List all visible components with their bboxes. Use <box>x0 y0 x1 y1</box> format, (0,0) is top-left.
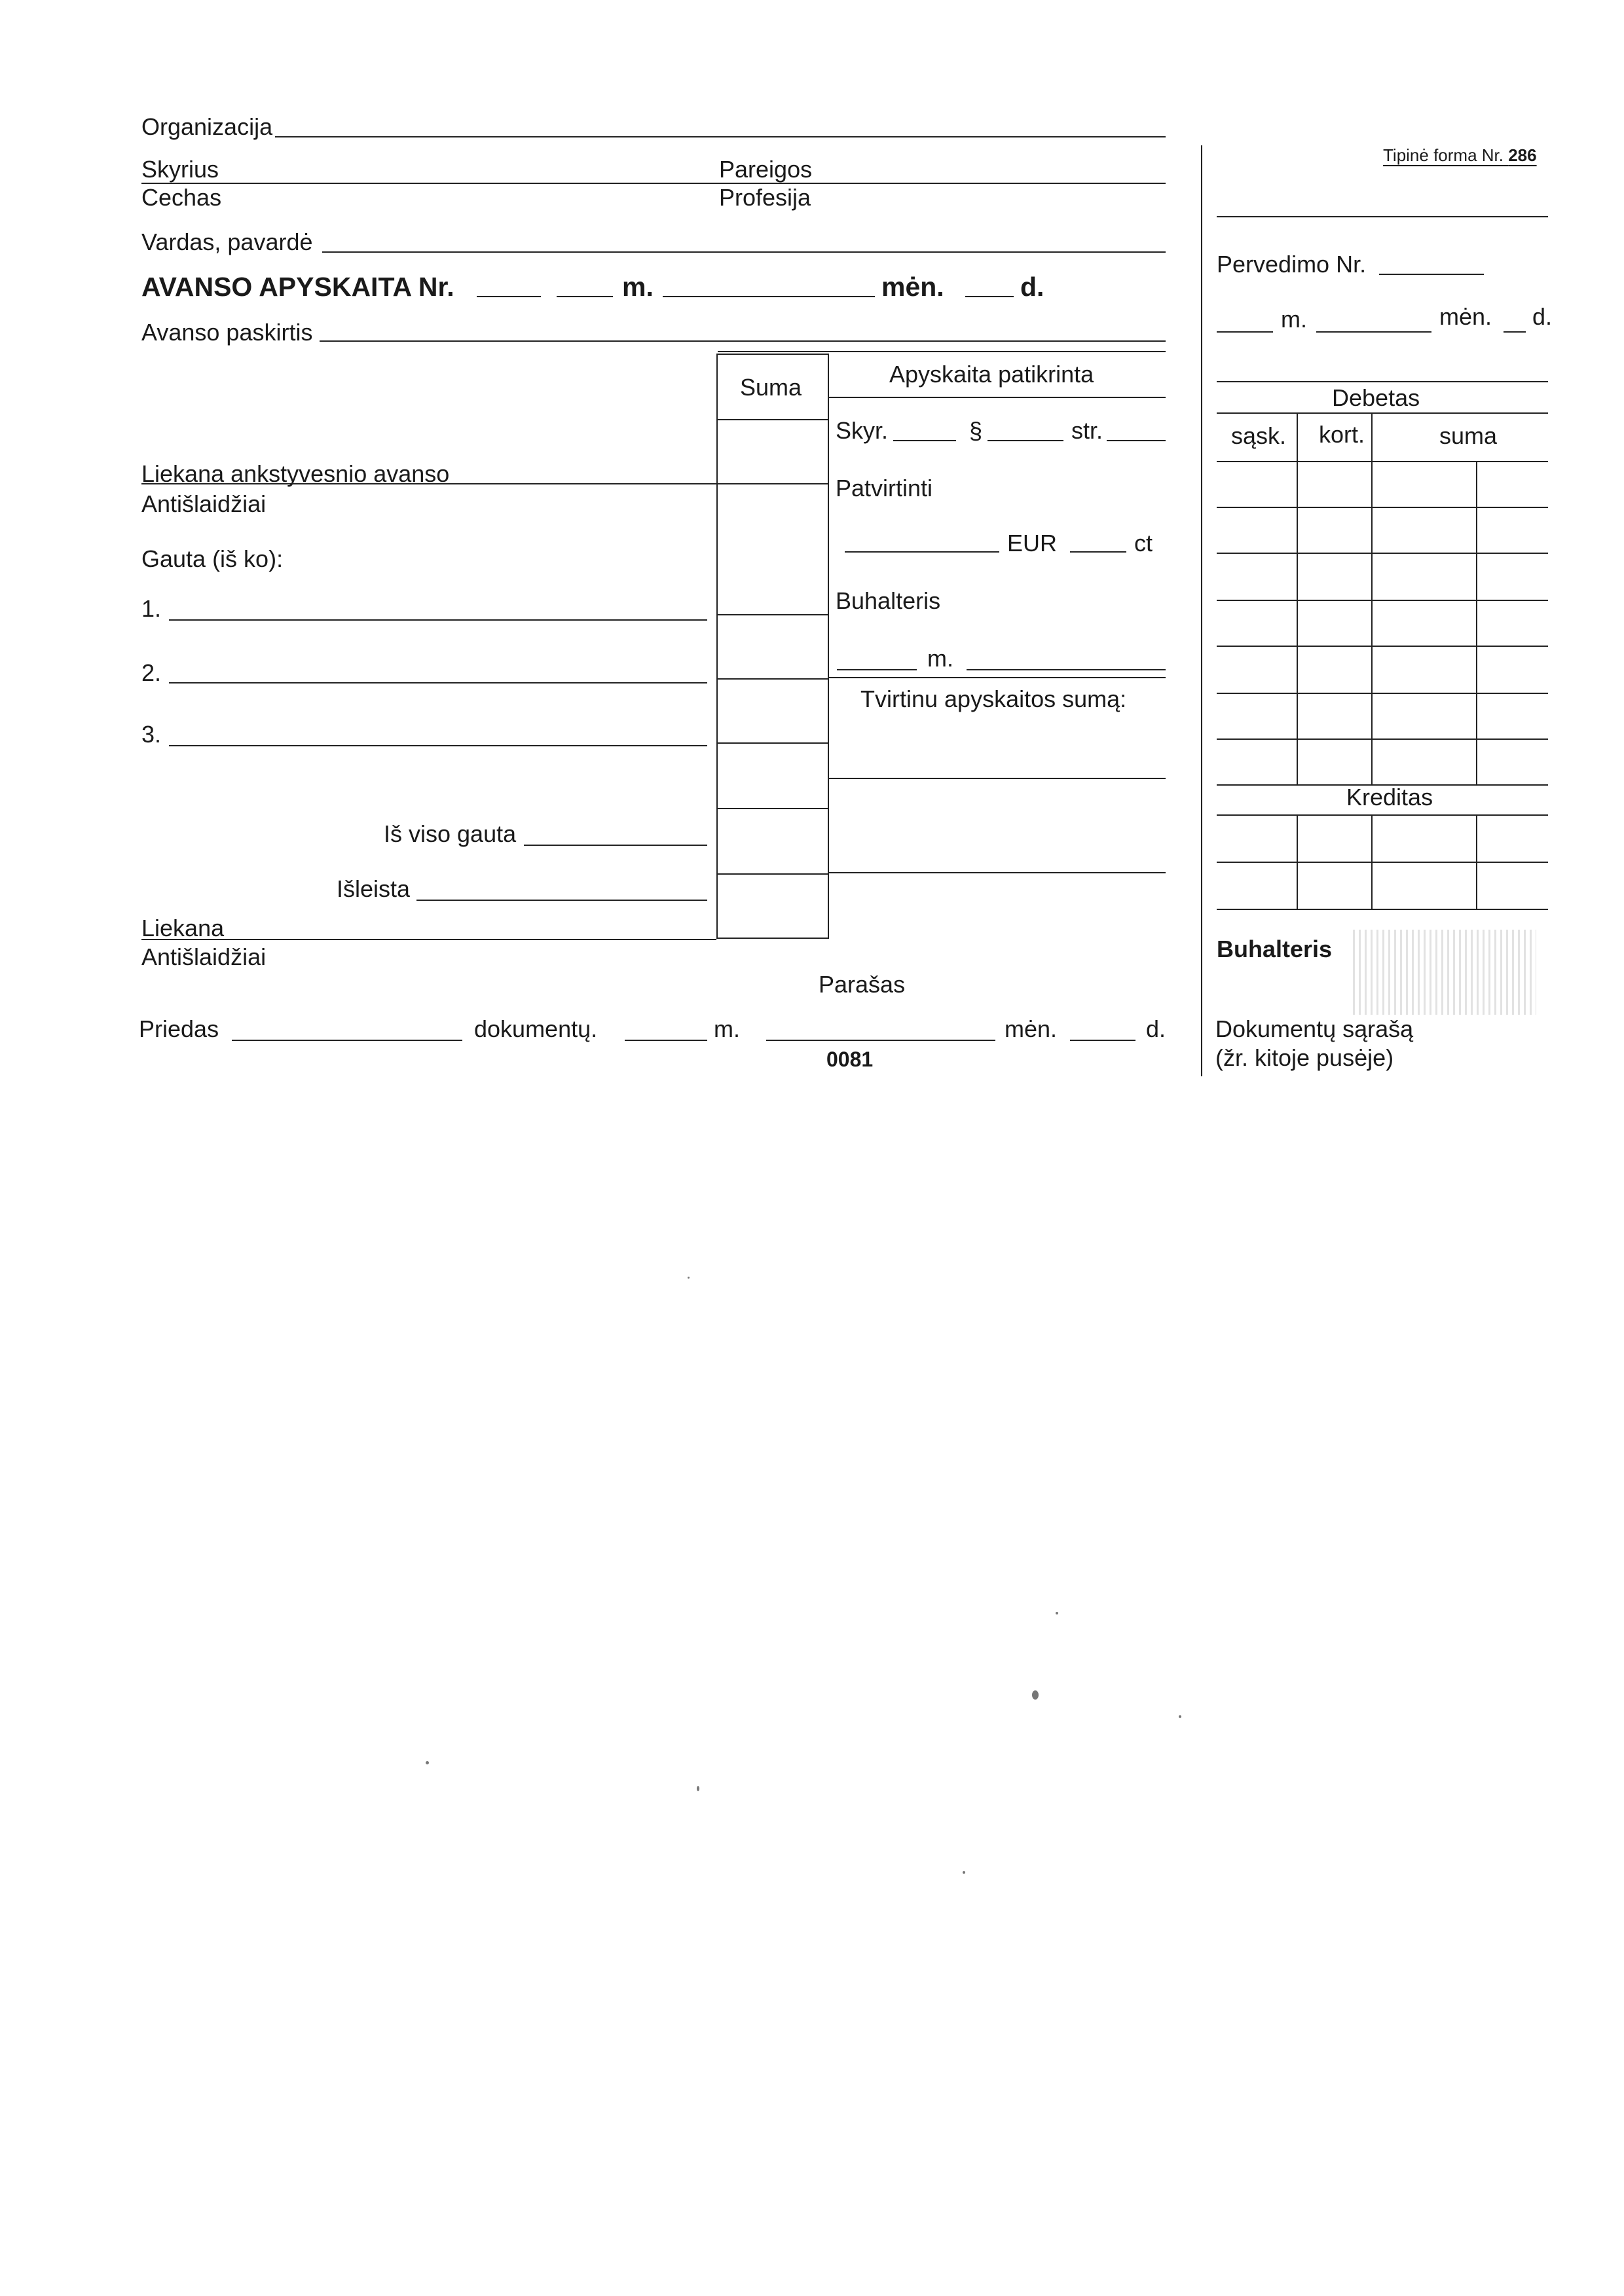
purpose-field-line[interactable] <box>320 340 1166 342</box>
sum-row-divider <box>716 483 829 484</box>
debit-row-line[interactable] <box>1217 553 1548 554</box>
department-field-line[interactable] <box>141 183 1166 184</box>
transfer-month-line[interactable] <box>1316 331 1431 333</box>
report-number-line-b[interactable] <box>557 296 613 297</box>
received-item-1-number: 1. <box>141 595 162 622</box>
title-month-label: mėn. <box>881 272 944 302</box>
sum-row-divider <box>716 419 829 420</box>
total-received-line[interactable] <box>524 845 707 846</box>
scan-speck <box>688 1277 690 1279</box>
credit-header-line <box>1217 814 1548 816</box>
title-day-label: d. <box>1020 272 1044 302</box>
stub-accountant-label: Buhalteris <box>1217 936 1333 962</box>
credit-row-line[interactable] <box>1217 862 1548 863</box>
middle-accountant-label: Buhalteris <box>836 587 941 614</box>
transfer-day-line[interactable] <box>1504 331 1526 333</box>
debit-row-line[interactable] <box>1217 600 1548 601</box>
spent-line[interactable] <box>416 900 707 901</box>
debit-row-line[interactable] <box>1217 461 1548 462</box>
debit-row-line[interactable] <box>1217 738 1548 740</box>
ct-line[interactable] <box>1070 551 1126 553</box>
scan-speck <box>1179 1715 1181 1718</box>
footer-year-label: m. <box>714 1015 740 1042</box>
transfer-year-label: m. <box>1281 306 1307 333</box>
workshop-label: Cechas <box>141 184 222 211</box>
received-item-3-line[interactable] <box>169 745 707 746</box>
debit-row-line[interactable] <box>1217 507 1548 508</box>
footer-month-line[interactable] <box>766 1040 995 1041</box>
paragraph-label: § <box>969 417 983 444</box>
middle-year-label: m. <box>927 645 953 672</box>
approve-label: Patvirtinti <box>836 475 933 501</box>
transfer-year-line[interactable] <box>1217 331 1273 333</box>
title-month-line[interactable] <box>663 296 875 297</box>
scan-speck <box>697 1786 699 1791</box>
debit-top-line <box>1217 381 1548 382</box>
debit-header: Debetas <box>1332 384 1420 411</box>
debit-header-line <box>1217 412 1548 414</box>
stub-top-line[interactable] <box>1217 216 1548 217</box>
prev-balance-label: Liekana ankstyvesnio avanso <box>141 460 450 487</box>
debit-col-divider-2 <box>1371 412 1373 784</box>
credit-header: Kreditas <box>1346 784 1433 811</box>
account-column-header: sąsk. <box>1231 422 1287 449</box>
ct-label: ct <box>1134 530 1153 556</box>
chapter-label: Skyr. <box>836 417 889 444</box>
transfer-day-label: d. <box>1532 303 1553 330</box>
article-line[interactable] <box>1107 440 1166 441</box>
checked-line <box>829 397 1166 398</box>
balance-label: Liekana <box>141 915 225 941</box>
purpose-label: Avanso paskirtis <box>141 319 313 346</box>
report-number-line-a[interactable] <box>477 296 541 297</box>
sum-row-divider <box>716 678 829 680</box>
footer-day-line[interactable] <box>1070 1040 1135 1041</box>
received-item-2-number: 2. <box>141 659 162 686</box>
spent-label: Išleista <box>337 875 411 902</box>
stub-separator <box>1201 145 1202 1076</box>
department-label: Skyrius <box>141 156 219 183</box>
debit-col-divider-1 <box>1297 412 1298 784</box>
form-number-label <box>1383 147 1537 164</box>
scan-speck <box>963 1871 965 1874</box>
transfer-number-line[interactable] <box>1379 274 1484 275</box>
form-number-value: 286 <box>1508 145 1537 165</box>
title-year-label: m. <box>622 272 654 302</box>
attachment-label: Priedas <box>139 1015 219 1042</box>
organization-field-line[interactable] <box>275 136 1166 137</box>
full-name-field-line[interactable] <box>322 251 1166 253</box>
confirm-sum-label: Tvirtinu apyskaitos sumą: <box>860 685 1127 712</box>
transfer-month-label: mėn. <box>1439 303 1492 330</box>
article-label: str. <box>1071 417 1103 444</box>
received-label: Gauta (iš ko): <box>141 545 284 572</box>
form-code: 0081 <box>826 1048 874 1071</box>
transfer-label: Pervedimo Nr. <box>1217 251 1367 278</box>
accountant-sign-line[interactable] <box>837 669 917 670</box>
footer-day-label: d. <box>1146 1015 1166 1042</box>
overspend-label-2: Antišlaidžiai <box>141 943 267 970</box>
full-name-label: Vardas, pavardė <box>141 228 313 255</box>
footer-year-line[interactable] <box>625 1040 707 1041</box>
received-item-3-number: 3. <box>141 721 162 748</box>
sum-row-divider <box>716 873 829 875</box>
total-received-label: Iš viso gauta <box>384 820 517 847</box>
accountant-date-line[interactable] <box>967 669 1166 670</box>
eur-label: EUR <box>1007 530 1058 556</box>
attachment-count-line[interactable] <box>232 1040 462 1041</box>
documents-label: dokumentų. <box>474 1015 598 1042</box>
sum-column <box>716 354 829 939</box>
debit-row-line[interactable] <box>1217 693 1548 694</box>
scan-speck <box>426 1761 429 1764</box>
confirm-sum-line-2[interactable] <box>829 872 1166 873</box>
debit-col-divider-3 <box>1476 461 1477 784</box>
profession-label: Profesija <box>719 184 811 211</box>
confirm-sum-line-1[interactable] <box>829 778 1166 779</box>
footer-month-label: mėn. <box>1005 1015 1058 1042</box>
organization-label: Organizacija <box>141 113 273 140</box>
eur-line[interactable] <box>845 551 999 553</box>
report-title: AVANSO APYSKAITA Nr. <box>141 272 454 302</box>
document-list-note: (žr. kitoje pusėje) <box>1215 1044 1394 1071</box>
form-number-prefix: Tipinė forma Nr. <box>1383 145 1504 165</box>
scan-speck <box>1056 1612 1058 1614</box>
debit-row-line[interactable] <box>1217 646 1548 647</box>
signature-label: Parašas <box>819 971 906 998</box>
paragraph-line[interactable] <box>987 440 1063 441</box>
title-day-line[interactable] <box>965 296 1014 297</box>
checked-label: Apyskaita patikrinta <box>889 361 1094 388</box>
purpose-field-line-2[interactable] <box>718 351 1166 352</box>
balance-line[interactable] <box>141 939 716 940</box>
sum-row-divider <box>716 742 829 744</box>
overspend-label-1: Antišlaidžiai <box>141 490 267 517</box>
sub-account-column-header: kort. <box>1319 421 1365 448</box>
sum-row-divider <box>716 808 829 809</box>
credit-bottom-line <box>1217 909 1548 910</box>
middle-divider <box>829 677 1166 678</box>
sum-row-divider <box>716 614 829 615</box>
amount-column-header: suma <box>1439 422 1498 449</box>
document-list-label: Dokumentų sąrašą <box>1215 1015 1414 1042</box>
position-label: Pareigos <box>719 156 813 183</box>
chapter-line[interactable] <box>893 440 956 441</box>
prev-balance-line[interactable] <box>141 483 716 484</box>
scan-shadow <box>1353 930 1536 1015</box>
received-item-2-line[interactable] <box>169 682 707 683</box>
scan-speck <box>1032 1690 1039 1700</box>
received-item-1-line[interactable] <box>169 619 707 621</box>
sum-header: Suma <box>740 374 802 401</box>
